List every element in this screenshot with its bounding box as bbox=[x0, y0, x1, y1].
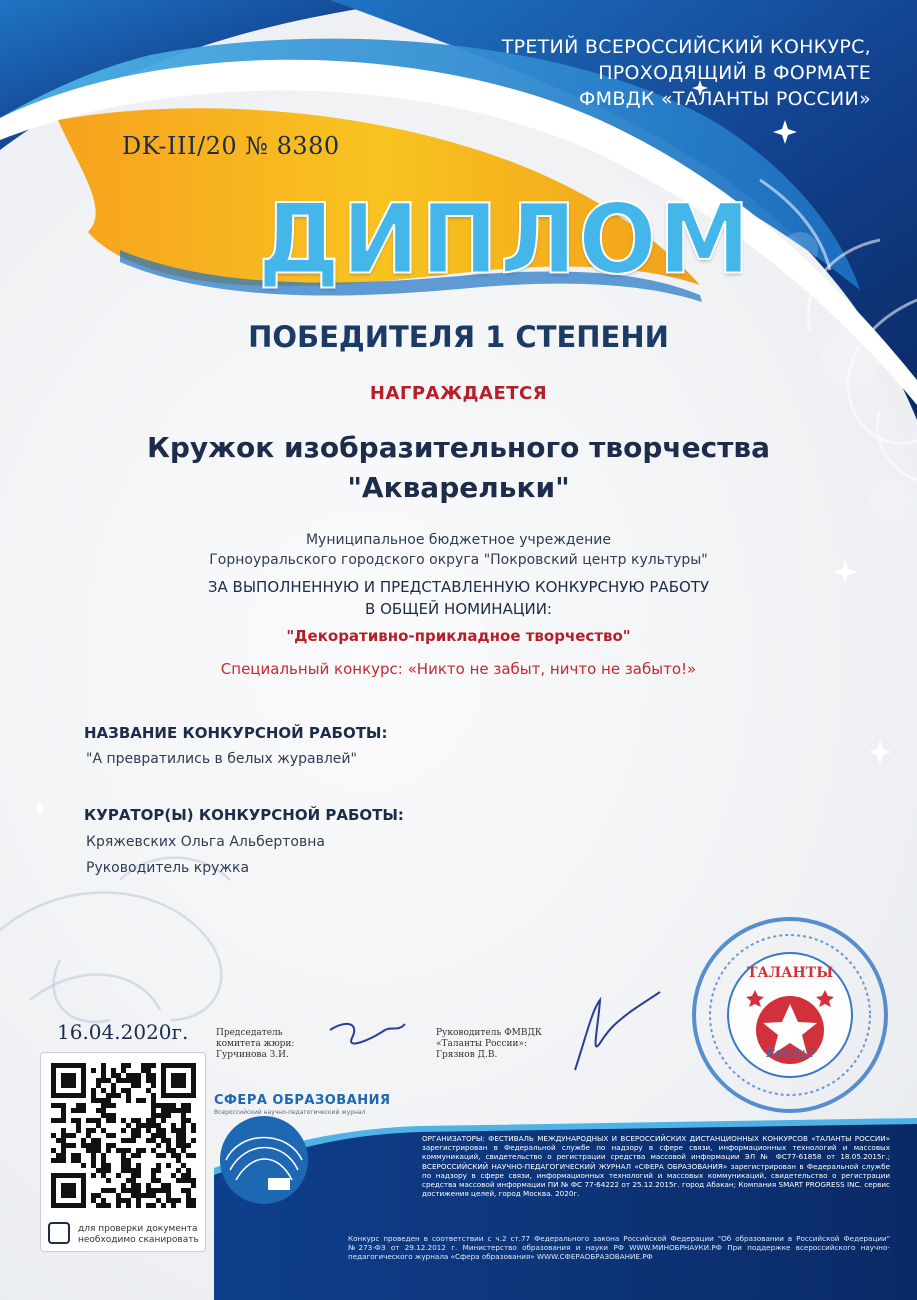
for-work-line: ЗА ВЫПОЛНЕННУЮ И ПРЕДСТАВЛЕННУЮ КОНКУРСНУЮ РАБОТУ bbox=[207, 578, 710, 596]
diploma-heading: ДИПЛОМ bbox=[258, 183, 753, 296]
qr-note-line: для проверки документа bbox=[78, 1224, 198, 1234]
contest-title-line: ТРЕТИЙ ВСЕРОССИЙСКИЙ КОНКУРС, bbox=[501, 36, 871, 58]
institution bbox=[0, 530, 917, 570]
curator-name: Кряжевских Ольга Альбертовна bbox=[86, 834, 325, 850]
special-contest: Специальный конкурс: «Никто не забыт, ничто не забыто!» bbox=[220, 660, 697, 678]
stamp-main-text: ТАЛАНТЫ bbox=[746, 965, 834, 981]
director-signature-block bbox=[436, 1028, 542, 1061]
jury-chair-line: Председатель bbox=[216, 1028, 283, 1038]
director-line: Руководитель ФМВДК bbox=[436, 1028, 542, 1038]
law-text: Конкурс проведен в соответствии с ч.2 ст.77 Федерального закона Российской Федерации "Об образовании в Российской Федерации" №273-ФЗ от 29.12.2012 г. Министерство образования и науки РФ WWW.МИНОБРНАУКИ.РФ При поддержке всероссийского научно-педагогического журнала «Сфера образования» WWW.СФЕРАОБРАЗОВАНИЕ.РФ bbox=[348, 1234, 890, 1262]
recipient-line: Кружок изобразительного творчества bbox=[146, 431, 771, 464]
institution-line: Горноуральского городского округа "Покровский центр культуры" bbox=[209, 552, 708, 568]
issue-date: 16.04.2020г. bbox=[57, 1020, 189, 1044]
nomination: "Декоративно-прикладное творчество" bbox=[286, 627, 631, 645]
contest-title bbox=[371, 34, 871, 112]
diploma-number: DK-III/20 № 8380 bbox=[122, 132, 340, 160]
qr-note bbox=[78, 1224, 199, 1246]
for-work-statement bbox=[0, 576, 917, 620]
contest-title-line: ПРОХОДЯЩИЙ В ФОРМАТЕ bbox=[598, 62, 871, 84]
curator-label: КУРАТОР(Ы) КОНКУРСНОЙ РАБОТЫ: bbox=[84, 806, 404, 824]
stamp-sub-text: России bbox=[766, 1046, 814, 1061]
curator-role: Руководитель кружка bbox=[86, 860, 250, 876]
qr-note-line: необходимо сканировать bbox=[78, 1235, 199, 1245]
sfera-subtitle: Всероссийский научно-педагогический журнал bbox=[214, 1109, 366, 1116]
sfera-logo-mark bbox=[220, 1116, 308, 1204]
organizers-text: ОРГАНИЗАТОРЫ: ФЕСТИВАЛЬ МЕЖДУНАРОДНЫХ И ВСЕРОССИЙСКИХ ДИСТАНЦИОННЫХ КОНКУРСОВ «ТАЛАНТЫ РОССИИ» зарегистрирован в Федеральной службе по надзору в сфере связи, информационных технологий и массовых коммуникаций, свидетельство о регистрации средства массовой информации ЭЛ № ФС77-61858 от 18.05.2015г.; ВСЕРОССИЙСКИЙ НАУЧНО-ПЕДАГОГИЧЕСКИЙ ЖУРНАЛ «СФЕРА ОБРАЗОВАНИЯ» зарегистрирован в Федеральной службе по надзору в сфере связи, информационных технологий и массовых коммуникаций, свидетельство о регистрации средства массовой информации ПИ № ФС 77-64222 от 25.12.2015г. город Абакан; Компания SMART PROGRESS INC. сервис достижения целей, город Москва. 2020г. bbox=[422, 1134, 890, 1199]
qr-code bbox=[41, 1053, 205, 1223]
director-line: Грязнов Д.В. bbox=[436, 1050, 498, 1060]
jury-chair-signature-block bbox=[216, 1028, 294, 1061]
work-title-label: НАЗВАНИЕ КОНКУРСНОЙ РАБОТЫ: bbox=[84, 724, 388, 742]
jury-chair-line: комитета жюри: bbox=[216, 1039, 295, 1049]
awarded-label: НАГРАЖДАЕТСЯ bbox=[369, 383, 548, 404]
contest-title-line: ФМВДК «ТАЛАНТЫ РОССИИ» bbox=[579, 88, 871, 110]
award-degree: ПОБЕДИТЕЛЯ 1 СТЕПЕНИ bbox=[248, 320, 669, 354]
recipient-name bbox=[0, 428, 917, 508]
sfera-name: СФЕРА ОБРАЗОВАНИЯ bbox=[214, 1093, 391, 1108]
director-line: «Таланты России»: bbox=[436, 1039, 528, 1049]
phone-scan-icon bbox=[48, 1222, 70, 1244]
bottom-left-floral bbox=[0, 858, 230, 1022]
jury-chair-line: Гурчинова З.И. bbox=[216, 1050, 289, 1060]
work-title-value: "А превратились в белых журавлей" bbox=[86, 751, 357, 767]
institution-line: Муниципальное бюджетное учреждение bbox=[305, 532, 612, 548]
stamp-seal bbox=[694, 919, 886, 1111]
recipient-line: "Акварельки" bbox=[347, 471, 570, 504]
for-work-line: В ОБЩЕЙ НОМИНАЦИИ: bbox=[365, 600, 552, 618]
